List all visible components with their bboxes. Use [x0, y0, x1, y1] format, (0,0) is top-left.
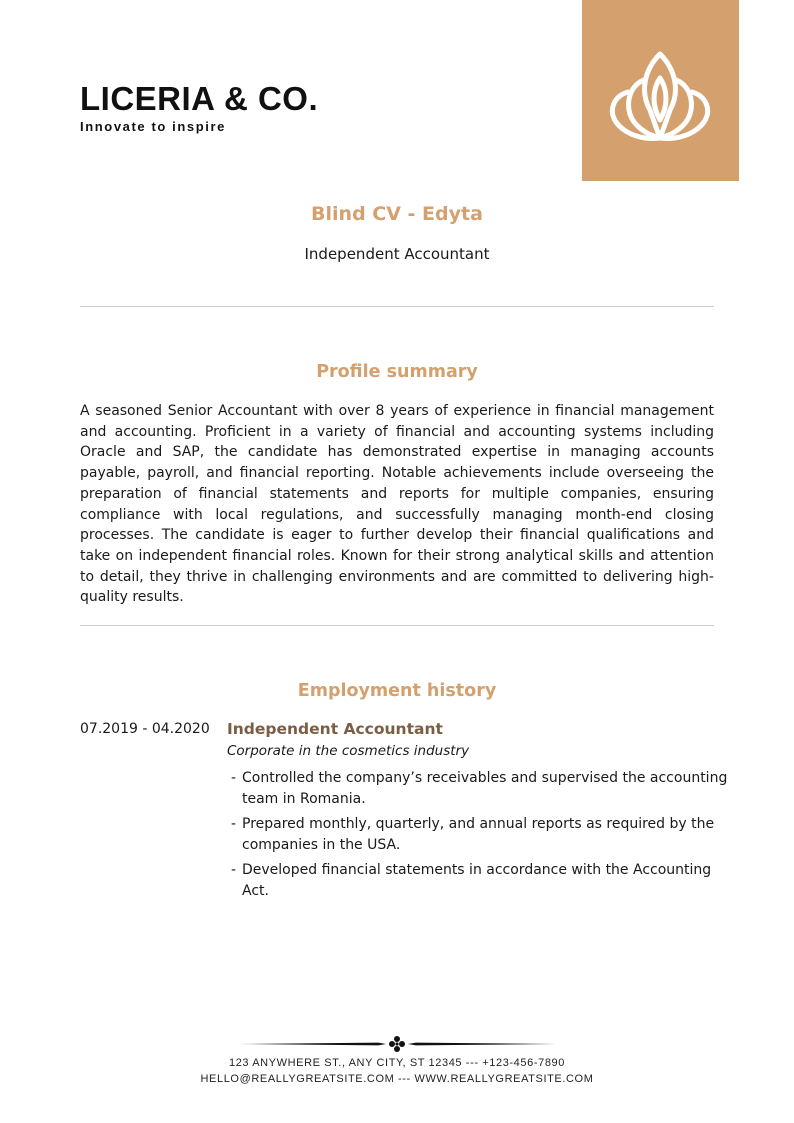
job-bullet: - Controlled the company’s receivables and supervised the accounting team in Romania.	[231, 768, 741, 809]
fleuron-ornament-icon	[238, 1035, 556, 1053]
job-company: Corporate in the cosmetics industry	[227, 743, 470, 759]
job-title: Independent Accountant	[227, 720, 443, 738]
lotus-icon	[604, 48, 717, 144]
employment-history-heading: Employment history	[297, 681, 497, 701]
job-dates: 07.2019 - 04.2020	[80, 721, 210, 737]
profile-summary-text: A seasoned Senior Accountant with over 8 years of experience in financial management and accounting. Proficient in a variety of financial and accounting systems including Oracle and SAP, the candidate has demonstrated expertise in managing accounts payable, payroll, and financial reporting. Notable achievements include overseeing the preparation of financial statements and reports for multiple companies, ensuring compliance with local regulations, and successfully managing month-end closing processes. The candidate is eager to further develop their financial qualifications and take on independent financial roles. Known for their strong analytical skills and attention to detail, they thrive in challenging environments and are committed to delivering high-quality results.	[80, 403, 714, 606]
profile-summary-heading: Profile summary	[316, 362, 478, 382]
divider	[80, 306, 714, 307]
company-name: LICERIA & CO.	[80, 80, 319, 117]
job-bullet-list	[231, 768, 741, 906]
company-tagline: Innovate to inspire	[80, 119, 226, 134]
cv-title: Blind CV - Edyta	[311, 203, 483, 225]
job-bullet: - Prepared monthly, quarterly, and annual reports as required by the companies in the USA.	[231, 814, 741, 855]
cv-subtitle: Independent Accountant	[304, 245, 490, 263]
job-bullet: - Developed financial statements in accordance with the Accounting Act.	[231, 860, 741, 901]
footer-email-website: HELLO@REALLYGREATSITE.COM --- WWW.REALLYGREATSITE.COM	[200, 1073, 594, 1085]
logo-box	[582, 0, 739, 181]
divider	[80, 625, 714, 626]
footer-address-phone: 123 ANYWHERE ST., ANY CITY, ST 12345 --- +123-456-7890	[229, 1057, 565, 1069]
